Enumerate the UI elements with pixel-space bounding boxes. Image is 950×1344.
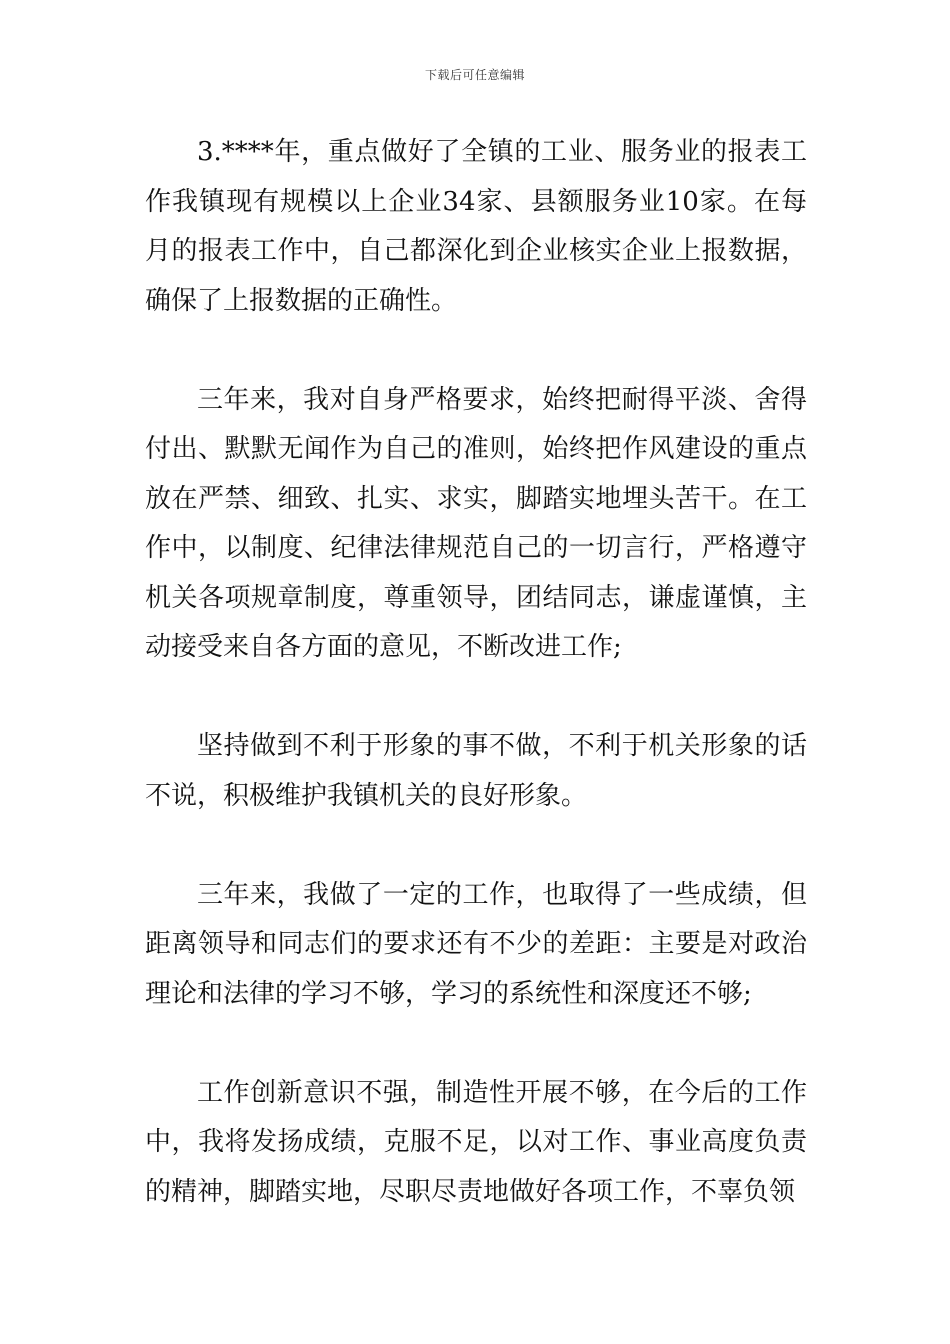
paragraph-5: 工作创新意识不强，制造性开展不够，在今后的工作中，我将发扬成绩，克服不足，以对工作、事业高度负责的精神，脚踏实地，尽职尽责地做好各项工作，不辜负领 [145, 1077, 807, 1207]
page-header: 下载后可任意编辑 [424, 68, 525, 82]
paragraph-2: 三年来，我对自身严格要求，始终把耐得平淡、舍得付出、默默无闻作为自己的准则，始终把作风建设的重点放在严禁、细致、扎实、求实，脚踏实地埋头苦干。在工作中，以制度、纪律法律规范自己的一切言行，严格遵守机关各项规章制度，尊重领导，团结同志，谦虚谨慎，主动接受来自各方面的意见，不断改进工作; [145, 384, 807, 662]
paragraph-3: 坚持做到不利于形象的事不做，不利于机关形象的话不说，积极维护我镇机关的良好形象。 [145, 731, 807, 811]
document-body [145, 128, 807, 1217]
paragraph-4: 三年来，我做了一定的工作，也取得了一些成绩，但距离领导和同志们的要求还有不少的差距：主要是对政治理论和法律的学习不够，学习的系统性和深度还不够; [145, 879, 807, 1009]
paragraph-1: 3.****年，重点做好了全镇的工业、服务业的报表工作我镇现有规模以上企业34家、县额服务业10家。在每月的报表工作中，自己都深化到企业核实企业上报数据，确保了上报数据的正确性。 [145, 137, 807, 316]
